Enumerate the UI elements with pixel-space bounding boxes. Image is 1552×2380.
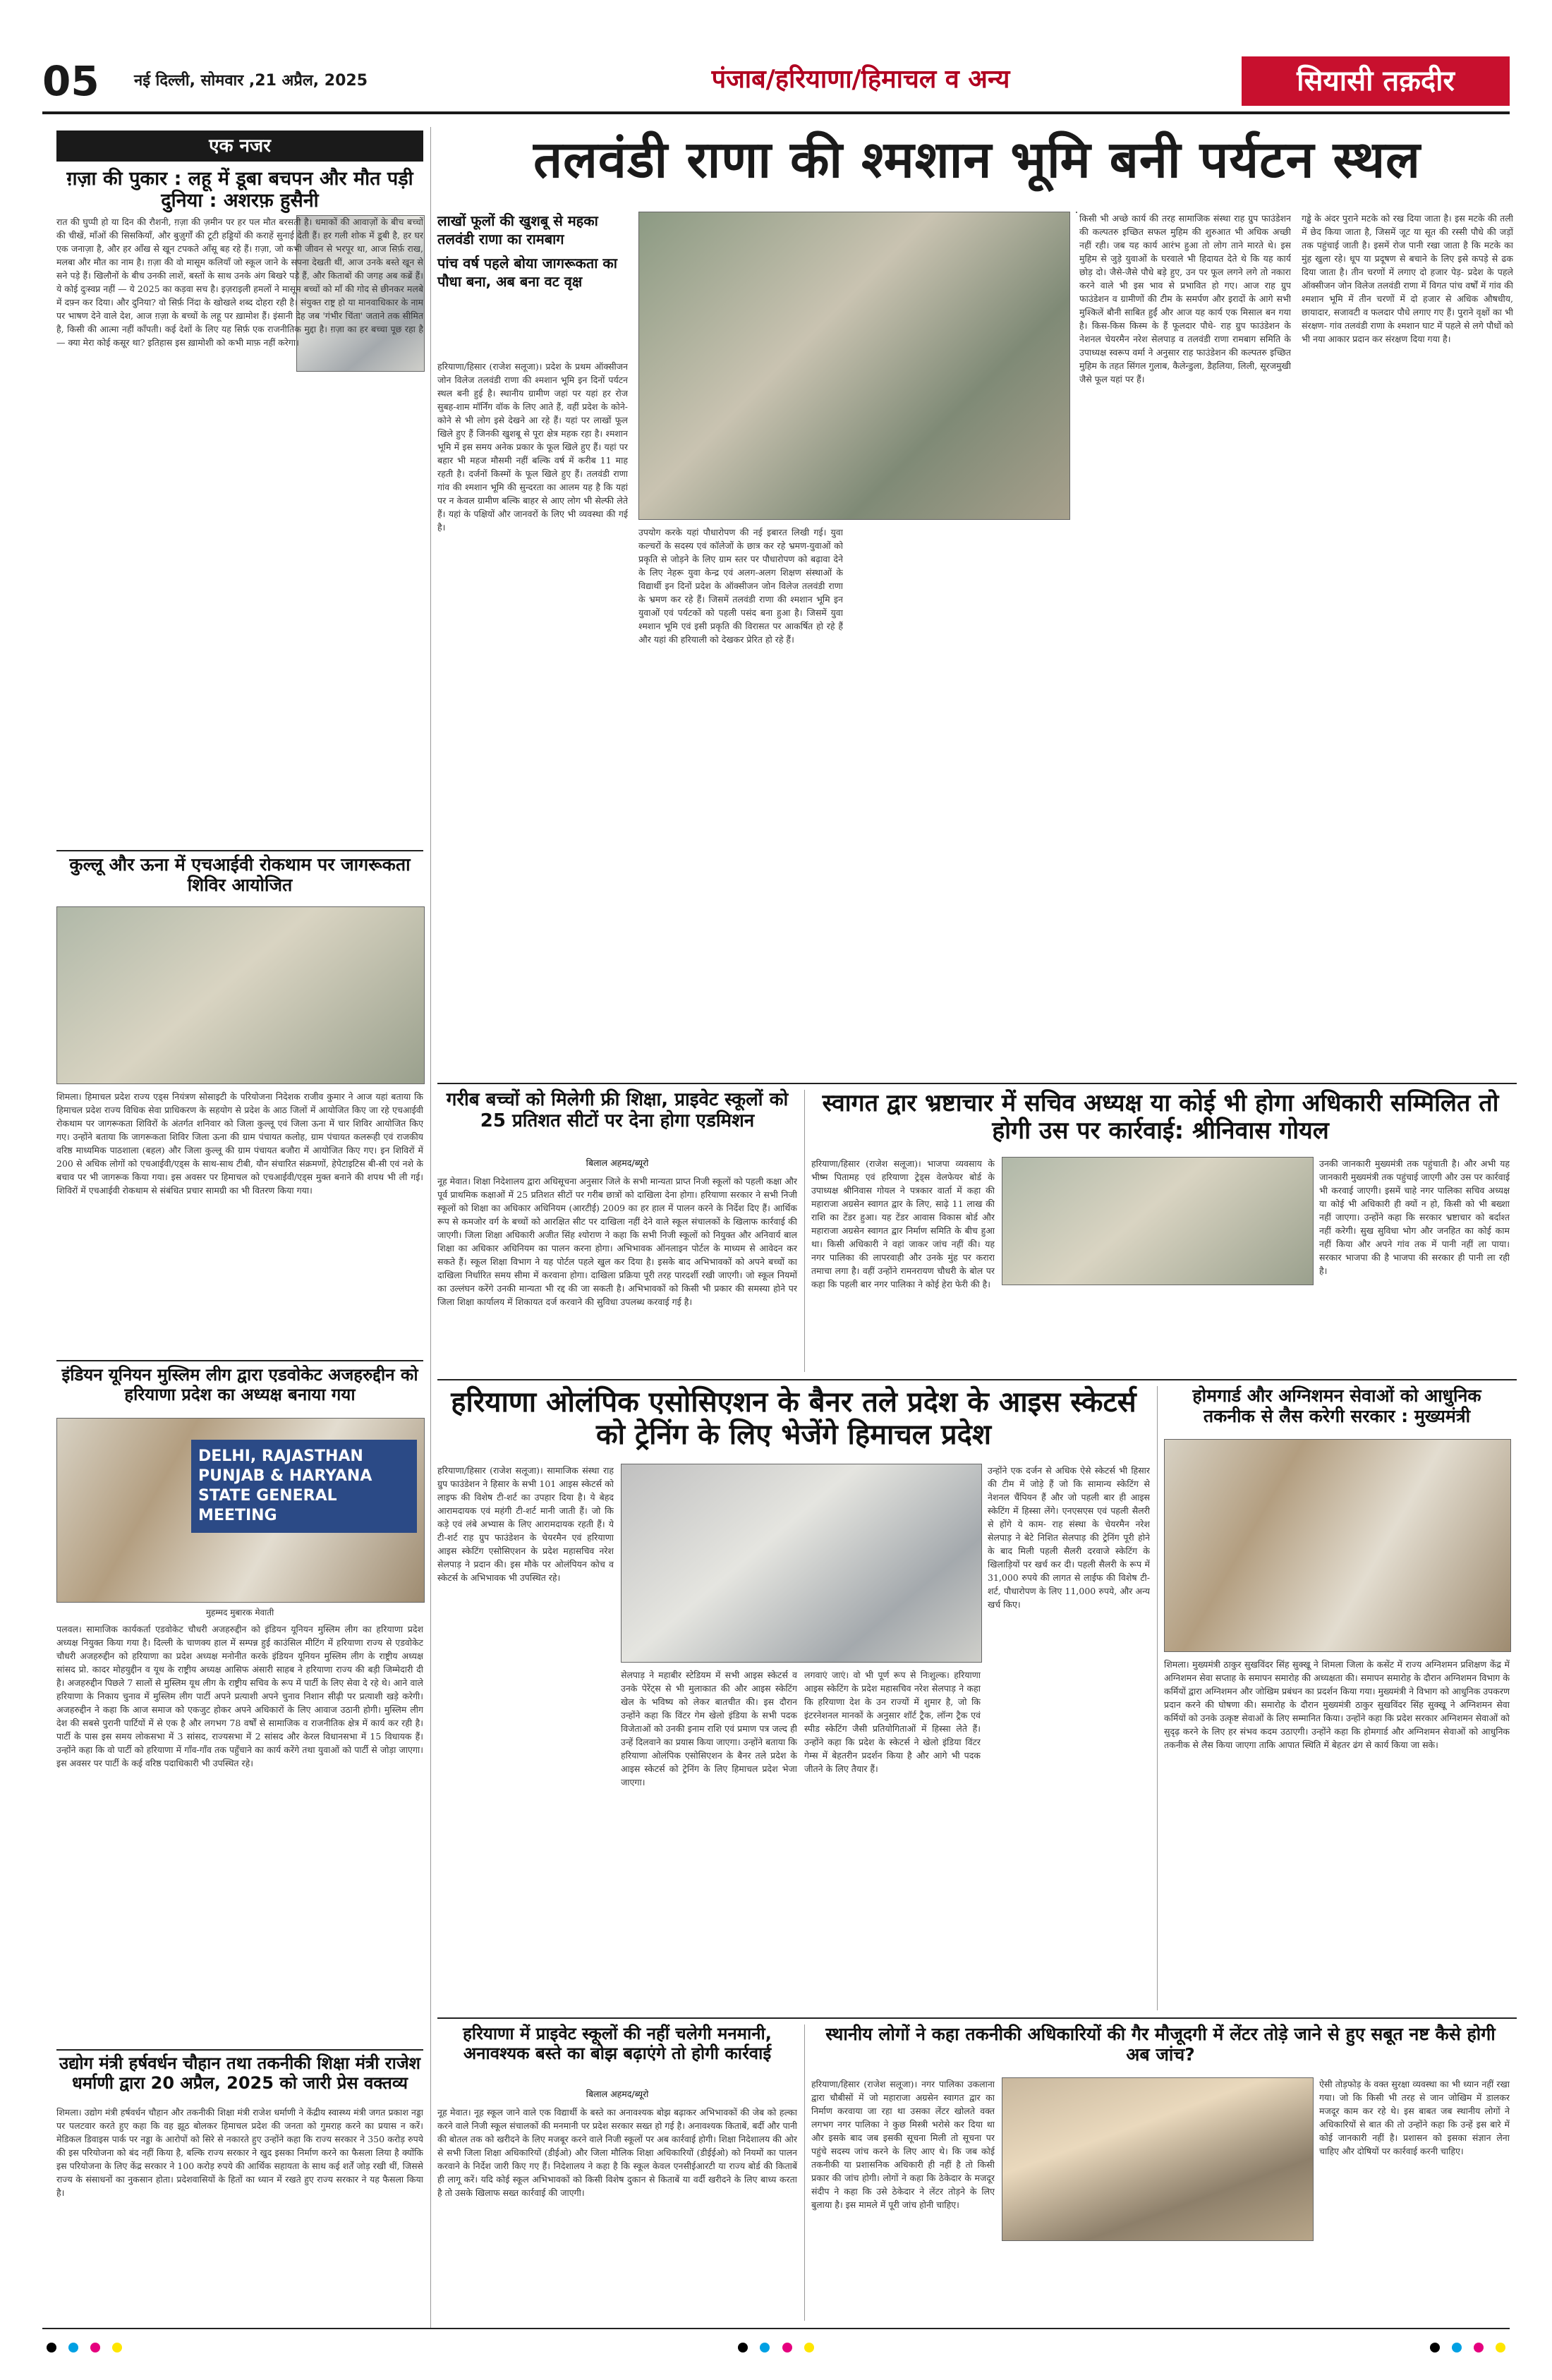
olympic-col3: लगवाएं जाएं। वो भी पूर्ण रूप से निःशुल्क। हरियाणा आइस स्केटिंग के प्रदेश महासचिव नरेश सेलपाड़ ने कहा कि हरियाणा देश के उन राज्यों में शुमार है, जो कि इंटरनेशनल मानकों के अनुसार शॉर्ट ट्रैक, लॉन्ग ट्रैक एवं स्पीड स्केटिंग जैसी प्रतियोगिताओं में हिस्सा लेते हैं। उन्होंने कहा कि प्रदेश के स्केटर्स ने खेलो इंडिया विंटर गेम्स में बेहतरीन प्रदर्शन किया है और आगे भी पदक जीतने के लिए तैयार हैं।	[804, 1670, 981, 1774]
divider-udyog	[56, 2049, 423, 2051]
registration-dot-cyan-2	[760, 2343, 770, 2352]
kullu-photo	[56, 906, 425, 1084]
page-header	[42, 56, 1510, 106]
registration-dot-cyan-3	[1452, 2343, 1462, 2352]
bullet-1: लाखों फूलों की खुशबू से महका तलवंडी राणा का रामबाग	[437, 212, 598, 248]
iuml-headline: इंडियन यूनियन मुस्लिम लीग द्वारा एडवोकेट अजहरुद्दीन को हरियाणा प्रदेश का अध्यक्ष बनाया गया	[61, 1365, 418, 1404]
registration-dot-magenta-2	[782, 2343, 792, 2352]
kullu-headline: कुल्लू और ऊना में एचआईवी रोकथाम पर जागरूकता शिविर आयोजित	[69, 854, 411, 895]
col-separator	[430, 127, 431, 2328]
footer-rule	[42, 2328, 1510, 2329]
sthaniya-photo	[1002, 2077, 1314, 2241]
iuml-photo	[56, 1418, 425, 1603]
talwandi-col1: हरियाणा/हिसार (राजेश सलूजा)। प्रदेश के प्रथम ऑक्सीजन जोन विलेज तलवंडी राणा की श्मशान भूमि इन दिनों पर्यटन स्थल बनी हुई है। स्थानीय ग्रामीण जहां पर यहां हर रोज सुबह-शाम मॉर्निंग वॉक के लिए आते हैं, वहीं प्रदेश के कोने-कोने से भी लोग इसे देखने आ रहे हैं। यहां पर लाखों फूल खिले हुए हैं जिनकी खुशबू से पूरा क्षेत्र महक रहा है। श्मशान भूमि में इस समय अनेक प्रकार के फूल खिले हुए हैं। यहां पर बहार भी महज मौसमी नहीं बल्कि वर्ष में करीब 11 माह रहती है। दर्जनों किस्मों के फूल खिले हुए हैं। तलवंडी राणा गांव की श्मशान भूमि की सुन्दरता का आलम यह है कि यहां पर न केवल ग्रामीण बल्कि बाहर से आए लोग भी सेल्फी लेते हैं। यहां के पक्षियों और जानवरों के लिए भी व्यवस्था की गई है।	[437, 361, 628, 533]
page-number: 05	[42, 57, 99, 105]
iuml-body: पलवल। सामाजिक कार्यकर्ता एडवोकेट चौधरी अजहरुद्दीन को इंडियन यूनियन मुस्लिम लीग का हरियाणा प्रदेश अध्यक्ष नियुक्त किया गया है। दिल्ली के चाणक्य हाल में सम्पन्न हुई काउंसिल मीटिंग में हरियाणा राज्य से एडवोकेट चौधरी अजहरुद्दीन को हरियाणा का प्रदेश अध्यक्ष मनोनीत करके इंडियन यूनियन मुस्लिम लीग के राष्ट्रीय अध्यक्ष सांसद प्रो. कादर मोहयुद्दीन व यूथ के राष्ट्रीय अध्यक्ष आसिफ अंसारी साहब ने हरियाणा राज्य की बड़ी जिम्मेदारी दी है। अजहरुद्दीन पिछले 7 सालों से मुस्लिम यूथ लीग के राष्ट्रीय सचिव के रूप में पार्टी के लिए सेवा दे रहे थे। आने वाले हरियाणा के निकाय चुनाव में मुस्लिम लीग पार्टी अपने प्रत्याशी अपने चुनाव निशान सीढ़ी पर प्रत्याशी खड़े करेगी। अजहरुद्दीन ने कहा कि आज समाज को एकजुट होकर अपने अधिकारों के लिए आवाज उठानी होगी। मुस्लिम लीग देश की सबसे पुरानी पार्टियों में से एक है और लगभग 78 वर्षों से सामाजिक व राजनीतिक क्षेत्र में कार्य कर रही है। पार्टी के पास इस समय लोकसभा में 3 सांसद, राज्यसभा में 2 सांसद और केरल विधानसभा में 15 विधायक हैं। उन्होंने कहा कि वो पार्टी को हरियाणा में गाँव-गाँव तक पहुँचाने का कार्य करेंगे तथा युवाओं को पार्टी से जोड़ा जाएगा। इस अवसर पर पार्टी के कई वरिष्ठ पदाधिकारी भी उपस्थित रहे।	[56, 1624, 423, 1768]
registration-dot-magenta-3	[1474, 2343, 1484, 2352]
ek-nazar-label: एक नजर	[56, 130, 423, 162]
udyog-body: शिमला। उद्योग मंत्री हर्षवर्धन चौहान और तकनीकी शिक्षा मंत्री राजेश धर्माणी ने केंद्रीय स्वास्थ्य मंत्री जगत प्रकाश नड्डा पर पलटवार करते हुए कहा कि वह झूठ बोलकर हिमाचल प्रदेश की जनता को गुमराह करने का प्रयास न करें। मेडिकल डिवाइस पार्क पर नड्डा के आरोपों को सिरे से नकारते हुए उन्होंने कहा कि राज्य सरकार ने 350 करोड़ रुपये की इस परियोजना को बंद नहीं किया है, बल्कि राज्य सरकार ने खुद इसका निर्माण करने का फैसला लिया है क्योंकि इस परियोजना के लिए केंद्र सरकार ने 100 करोड़ रुपये की आर्थिक सहायता के साथ कई शर्तें जोड़ रखी थीं, जिससे राज्य के संसाधनों का नुकसान होता। प्रदेशवासियों के हितों का ध्यान में रखते हुए राज्य सरकार ने यह फैसला किया है।	[56, 2107, 423, 2198]
date-line: नई दिल्ली, सोमवार ,21 अप्रैल, 2025	[134, 72, 368, 90]
talwandi-bullets	[437, 212, 628, 291]
swagat-headline: स्वागत द्वार भ्रष्टाचार में सचिव अध्यक्ष या कोई भी होगा अधिकारी सम्मिलित तो होगी उस पर कार्रवाई: श्रीनिवास गोयल	[822, 1089, 1499, 1146]
garib-body: नूह मेवात। शिक्षा निदेशालय द्वारा अधिसूचना अनुसार जिले के सभी मान्यता प्राप्त निजी स्कूलों को पहली कक्षा और पूर्व प्राथमिक कक्षाओं में 25 प्रतिशत सीटों पर गरीब छात्रों को दाखिला देना होगा। हरियाणा सरकार ने सभी निजी स्कूलों को शिक्षा का अधिकार अधिनियम (आरटीई) 2009 का हर हाल में पालन करने के निर्देश दिए हैं। आर्थिक रूप से कमजोर वर्ग के बच्चों को आरक्षित सीट पर दाखिला नहीं देने वाले स्कूल संचालकों के खिलाफ कार्रवाई की जाएगी। जिला शिक्षा अधिकारी अजीत सिंह श्योराण ने कहा कि सभी निजी स्कूलों को नियुक्त और अनिवार्य बाल शिक्षा का अधिकार अधिनियम का पालन करना होगा। अभिभावक ऑनलाइन पोर्टल के माध्यम से आवेदन कर सकते हैं। स्कूल शिक्षा विभाग ने यह पोर्टल पहले खुल कर दिया है। इसके बाद अभिभावकों को अपने बच्चों का दाखिला निर्धारित समय सीमा में करवाना होगा। दाखिला प्रक्रिया पूरी तरह पारदर्शी रखी जाएगी। जो स्कूल नियमों का उल्लंघन करेंगे उनकी मान्यता भी रद्द की जा सकती है। अभिभावकों को किसी भी प्रकार की समस्या होने पर जिला शिक्षा कार्यालय में शिकायत दर्ज करवाने की सुविधा उपलब्ध करवाई गई है।	[437, 1176, 797, 1307]
olympic-headline: हरियाणा ओलंपिक एसोसिएशन के बैनर तले प्रदेश के आइस स्केटर्स को ट्रेनिंग के लिए भेजेंगे हिमाचल प्रदेश	[451, 1386, 1136, 1451]
udyog-headline: उद्योग मंत्री हर्षवर्धन चौहान तथा तकनीकी शिक्षा मंत्री राजेश धर्माणी द्वारा 20 अप्रैल, 2025 को जारी प्रेस वक्तव्य	[59, 2053, 420, 2093]
col-separator-4	[804, 2024, 805, 2321]
sthaniya-body: हरियाणा/हिसार (राजेश सलूजा)। नगर पालिका उकलाना द्वारा चौबीसों में जो महाराजा अग्रसेन स्वागत द्वार का निर्माण करवाया जा रहा था उसका लेंटर खोलते वक्त लगभग नगर पालिका ने कुछ मिस्त्री भरोसे कर दिया था और इसके बाद जब इसकी सूचना मिली तो सूचना पर पहुंचे सदस्य जांच करने के लिए आए थे। कि जब कोई तकनीकी या प्रशासनिक अधिकारी ही नहीं है तो किसी प्रकार की जांच होगी। लोगों ने कहा कि ठेकेदार के मजदूर संदीप ने कहा कि उसे ठेकेदार ने लेंटर तोड़ने के लिए बुलाया है। इस मामले में पूरी जांच होनी चाहिए।	[811, 2079, 995, 2210]
private-school-byline: बिलाल अहमद/ब्यूरो	[586, 2089, 649, 2099]
color-registration-center	[670, 2342, 882, 2355]
registration-dot-black-3	[1430, 2343, 1440, 2352]
olympic-col1: हरियाणा/हिसार (राजेश सलूजा)। सामाजिक संस्था राह ग्रुप फाउंडेशन ने हिसार के सभी 101 आइस स्केटर्स को लाइफ की विशेष टी-शर्ट का उपहार दिया है। ये बेहद आरामदायक एवं महंगी टी-शर्ट मानी जाती हैं। जो कि कड़े एवं लंबे अभ्यास के लिए आरामदायक रहती हैं। ये टी-शर्ट राह ग्रुप फाउंडेशन के चेयरमैन एवं हरियाणा आइस स्केटिंग एसोसिएशन के प्रदेश महासचिव नरेश सेलपाड़ ने प्रदान की। इस मौके पर ओलंपियन कोच व स्केटर्स के अभिभावक भी उपस्थित रहे।	[437, 1465, 614, 1583]
olympic-photo	[621, 1464, 982, 1663]
divider-kullu	[56, 850, 423, 851]
registration-dot-yellow	[112, 2343, 122, 2352]
talwandi-col5: गड्ढे के अंदर पुराने मटके को रख दिया जाता है। इस मटके की तली में छेद किया जाता है, जिसमें जूट या सूत की रस्सी पौधे की जड़ों तक पहुंचाई जाती है। इसमें रोज पानी रखा जाता है कि मटके का मुंह खुला रहे। धूप या प्रदूषण से बचाने के लिए इसे कपड़े से ढक दिया जाता है। तीन चरणों में लगाए दो हजार पेड़- प्रदेश के पहले ऑक्सीजन जोन विलेज तलवंडी राणा में विगत पांच वर्षों में गांव की श्मशान भूमि में तीन चरणों में दो हजार से अधिक औषधीय, छायादार, सजावटी व फलदार पौधे लगाए गए हैं। पुराने वृक्षों का भी संरक्षण- गांव तलवंडी राणा के श्मशान घाट में पहले से लगे पौधों को भी नया आकार प्रदान कर संरक्षण दिया गया है।	[1302, 213, 1513, 344]
col-separator-2	[804, 1090, 805, 1372]
registration-dot-black-2	[738, 2343, 748, 2352]
registration-dot-magenta	[90, 2343, 100, 2352]
garib-byline: बिलाल अहमद/ब्यूरो	[586, 1158, 649, 1168]
homeguard-headline: होमगार्ड और अग्निशमन सेवाओं को आधुनिक तकनीक से लैस करेगी सरकार : मुख्यमंत्री	[1192, 1385, 1481, 1426]
olympic-col2: सेलपाड़ ने महाबीर स्टेडियम में सभी आइस स्केटर्स व उनके पेरेंट्स से भी मुलाकात की और आइस स्केटिंग खेल के भविष्य को लेकर बातचीत की। इस दौरान उन्होंने कहा कि विंटर गेम खेलो इंडिया के सभी पदक विजेताओं को उनकी इनाम राशि एवं प्रमाण पत्र जल्द ही उन्हें दिलवाने का प्रयास किया जाएगा। उन्होंने बताया कि हरियाणा ओलंपिक एसोसिएशन के बैनर तले प्रदेश के आइस स्केटर्स को ट्रेनिंग के लिए हिमाचल प्रदेश भेजा जाएगा।	[621, 1670, 797, 1787]
section-title: पंजाब/हरियाणा/हिमाचल व अन्य	[711, 65, 1010, 94]
kullu-body: शिमला। हिमाचल प्रदेश राज्य एड्स नियंत्रण सोसाइटी के परियोजना निदेशक राजीव कुमार ने आज यहां बताया कि हिमाचल प्रदेश राज्य विधिक सेवा प्राधिकरण के सहयोग से प्रदेश के आठ जिलों में आयोजित किए जा रहे एचआईवी रोकथाम पर जागरूकता शिविरों के अंतर्गत शनिवार को जिला कुल्लू एवं जिला ऊना में चार शिविर आयोजित किए गए। उन्होंने बताया कि जागरूकता शिविर जिला ऊना की ग्राम पंचायत कलोह, ग्राम पंचायत कलरूही एवं राजकीय वरिष्ठ माध्यमिक पाठशाला (बहल) और जिला कुल्लू की ग्राम पंचायत बजौरा में आयोजित किए गए। इन शिविरों में 200 से अधिक लोगों को एचआईवी/एड्स के साथ-साथ टीबी, यौन संचारित संक्रमणों, हेपेटाइटिस बी-सी एवं नशे के बचाव पर भी जागरूक किया गया। इस अवसर पर हिमाचल को एचआईवी/एड्स मुक्त बनाने की शपथ भी ली गई। शिविरों में एचआईवी रोकथाम से संबंधित प्रचार सामग्री का भी वितरण किया गया।	[56, 1091, 423, 1196]
talwandi-photo-right	[1076, 212, 1077, 213]
divider-mid	[437, 1083, 1517, 1084]
homeguard-photo	[1164, 1439, 1511, 1652]
sthaniya-headline: स्थानीय लोगों ने कहा तकनीकी अधिकारियों की गैर मौजूदगी में लेंटर तोड़े जाने से हुए सबूत नष्ट कैसे होगी अब जांच?	[825, 2024, 1496, 2065]
registration-dot-yellow-3	[1496, 2343, 1505, 2352]
sthaniya-body-right: ऐसी तोड़फोड़ के वक्त सुरक्षा व्यवस्था का भी ध्यान नहीं रखा गया। जो कि किसी भी तरह से जान जोखिम में डालकर मजदूर काम कर रहे थे। इस बाबत जब स्थानीय लोगों ने अधिकारियों से बात की तो उन्होंने कहा कि उन्हें इस बारे में कोई जानकारी नहीं है। प्रशासन को इसका संज्ञान लेना चाहिए और दोषियों पर कार्रवाई करनी चाहिए।	[1319, 2079, 1510, 2156]
registration-dot-black	[47, 2343, 56, 2352]
swagat-body-right: उनकी जानकारी मुख्यमंत्री तक पहुंचाती है। और अभी यह जानकारी मुख्यमंत्री तक पहुंचाई जाएगी और उस पर कार्रवाई भी करवाई जाएगी। इसमें चाहे नगर पालिका सचिव अध्यक्ष या कोई भी अधिकारी ही क्यों न हो, किसी को भी बख्शा नहीं जाएगा। उन्होंने कहा कि सरकार भ्रष्टाचार को बर्दाश्त नहीं करेगी। सुख सुविधा भोग और जनहित का कोई काम नहीं किया और अपने गांव तक में पानी नहीं ला पाया। सरकार भाजपा की है भाजपा की सरकार ही पानी ला रही है।	[1319, 1158, 1510, 1276]
color-registration-left	[42, 2342, 254, 2355]
homeguard-body: शिमला। मुख्यमंत्री ठाकुर सुखविंदर सिंह सुक्खू ने शिमला जिला के कसेंट में राज्य अग्निशमन प्रशिक्षण केंद्र में अग्निशमन सेवा सप्ताह के समापन समारोह की अध्यक्षता की। समापन समारोह के दौरान अग्निशमन विभाग के कर्मियों द्वारा अग्निशमन और जोखिम प्रबंधन का प्रदर्शन किया गया। मुख्यमंत्री ने विभाग को आधुनिक उपकरण प्रदान करने की घोषणा की। समारोह के दौरान मुख्यमंत्री ठाकुर सुखविंदर सिंह सुक्खू ने अग्निशमन सेवा कर्मियों को उनके उत्कृष्ट सेवाओं के लिए सम्मानित किया। उन्होंने कहा कि प्रदेश सरकार अग्निशमन सेवाओं को सुदृढ़ करने के लिए हर संभव कदम उठाएगी। उन्होंने कहा कि होमगार्ड और अग्निशमन सेवाओं को आधुनिक तकनीक से लैस किया जाएगा ताकि आपात स्थिति में बेहतर ढंग से कार्य किया जा सके।	[1164, 1659, 1510, 1750]
divider-iuml	[56, 1360, 423, 1361]
talwandi-photo-left	[638, 212, 1070, 520]
talwandi-headline: तलवंडी राणा की श्मशान भूमि बनी पर्यटन स्थल	[533, 130, 1421, 189]
color-registration-right	[1298, 2342, 1510, 2355]
brand-name: सियासी तक़दीर	[1297, 65, 1455, 97]
private-school-body: नूह मेवात। नूह स्कूल जाने वाले एक विद्यार्थी के बस्ते का अनावश्यक बोझ बढ़ाकर अभिभावकों की जेब को हल्का करने वाले निजी स्कूल संचालकों की मनमानी पर प्रदेश सरकार सख्त हो गई है। अनावश्यक किताबें, बर्दी और पानी की बोतल तक को खरीदने के लिए मजबूर करने वाले निजी स्कूलों पर अब कार्रवाई होगी। शिक्षा निदेशालय की ओर से सभी जिला शिक्षा अधिकारियों (डीईओ) और जिला मौलिक शिक्षा अधिकारियों (डीईईओ) को नियमों का पालन करवाने के निर्देश जारी किए गए हैं। निदेशालय ने कहा है कि स्कूल केवल एनसीईआरटी या राज्य बोर्ड की किताबें ही लागू करें। यदि कोई स्कूल अभिभावकों को किसी विशेष दुकान से किताबें या वर्दी खरीदने के लिए बाध्य करता है तो उसके खिलाफ सख्त कार्रवाई की जाएगी।	[437, 2107, 797, 2198]
ek-nazar-body: रात की घुप्पी हो या दिन की रौशनी, ग़ज़ा की ज़मीन पर हर पल मौत बरसती है। धमाकों की आवाज़ों के बीच बच्चों की चीखें, माँओं की सिसकियाँ, और बुज़ुर्गों की टूटी हड्डियों की कराहें सुनाई देती हैं। हर गली शोक में डूबी है, हर घर एक जनाज़ा है, और हर आँख से खून टपकते आँसू बह रहे हैं। ग़ज़ा, जो कभी जीवन से भरपूर था, आज सिर्फ़ राख, मलबा और मौत का नाम है। ग़ज़ा की वो मासूम कलियाँ जो स्कूल जाने के सपना देखती थीं, आज उनके बस्ते खून से सने पड़े हैं। खिलौनों के बीच उनकी लाशें, बस्तों के साथ उनके अंग बिखरे पड़े हैं, और किताबों की जगह अब कब्रें हैं। ये कोई दुःस्वप्न नहीं — ये 2025 का कड़वा सच है। इज़राइली हमलों ने मासूम बच्चों को माँ की गोद से छीनकर मलबे में दफ़्न कर दिया। और दुनिया? वो सिर्फ़ निंदा के खोखले शब्द दोहरा रही है। संयुक्त राष्ट्र हो या मानवाधिकार के नाम पर भाषण देने वाले देश, आज ग़ज़ा के बच्चों के लहू पर ख़ामोश हैं। इंसानी देह जब 'गंभीर चिंता' जताने तक सीमित है, किसी की आत्मा नहीं काँपती। कई देशों के लिए यह सिर्फ़ एक राजनीतिक मुद्दा है। ग़ज़ा का हर बच्चा पूछ रहा है — क्या मेरा कोई कसूर था? इतिहास इस ख़ामोशी को कभी माफ़ नहीं करेगा।	[56, 217, 423, 348]
swagat-body-left: हरियाणा/हिसार (राजेश सलूजा)। भाजपा व्यवसाय के भीष्म पितामह एवं हरियाणा ट्रेड्स वेलफेयर बोर्ड के उपाध्यक्ष श्रीनिवास गोयल ने पत्रकार वार्ता में कहा की महाराजा अग्रसेन स्वागत द्वार के लिए, साढ़े 11 लाख की राशि का टेंडर हुआ। यह टेंडर आवास विकास बोर्ड और महाराजा अग्रसेन स्वागत द्वार निर्माण समिति के बीच हुआ था। किसी अधिकारी ने वहां जाकर जांच नहीं की। यह नगर पालिका की लापरवाही और उनके मुंह पर करारा तमाचा लगा है। वहीं उन्होंने रामनरायण चौधरी के बोल पर कहा कि पहली बार नगर पालिका ने कोई हेरा फेरी की है।	[811, 1158, 995, 1289]
header-rule	[42, 111, 1510, 114]
talwandi-col3: किसी भी अच्छे कार्य की तरह सामाजिक संस्था राह ग्रुप फाउंडेशन की कल्पतरु इच्छित सफल मुहिम की शुरुआत भी अधिक अच्छी नहीं रही। जब यह कार्य आरंभ हुआ तो लोग ताने मारते थे। इस मुहिम से जुड़े युवाओं के घरवाले भी हिदायत देते थे कि यह कार्य छोड़ दो। जैसे-जैसे पौधे बड़े हुए, उन पर फूल लगने लगे तो नकारा करने वाले भी इस भाव से प्रभावित हो गए। आज राह ग्रुप फाउंडेशन व ग्रामीणों की टीम के समर्पण और इरादों के आगे सभी मुश्किलें बौनी साबित हुईं और आज यह कार्य एक मिसाल बन गया है। किस-किस किस्म के हैं फूलदार पौधे- राह ग्रुप फाउंडेशन के नेशनल चेयरमैन नरेश सेलपाड़ व तलवंडी राणा रामबाग समिति के उपाध्यक्ष स्वरूप वर्मा ने अनुसार राह फाउंडेशन की कल्पतरु इच्छित मुहिम के तहत सिंगल गुलाब, कैलेन्डुला, डैहलिया, लिली, सूरजमुखी जैसे फूल यहां पर हैं।	[1079, 213, 1291, 384]
brand-box	[1242, 56, 1510, 106]
col-separator-3	[1157, 1386, 1158, 2010]
divider-bottom	[437, 2017, 1517, 2019]
swagat-photo	[1002, 1157, 1314, 1285]
olympic-col4: उन्होंने एक दर्जन से अधिक ऐसे स्केटर्स भी हिसार की टीम में जोड़े हैं जो कि सामान्य स्केटिंग से नेशनल चैंपियन हैं और जो पहली बार ही आइस स्केटिंग में हिस्सा लेंगे। एनएसएस एवं पहली सैलरी से होंगे ये काम- राह संस्था के चेयरमैन नरेश सेलपाड़ ने बेटे निशित सेलपाड़ की ट्रेनिंग पूरी होने के बाद मिली पहली सैलरी दरवाजे स्केटिंग के खिलाड़ियों पर खर्च कर दी। पहली सैलरी के रूप में 31,000 रुपये की लागत से लाईफ की विशेष टी-शर्ट, पौधारोपण के लिए 11,000 रुपये, और अन्य खर्च किए।	[988, 1465, 1150, 1610]
ek-nazar-headline: ग़ज़ा की पुकार : लहू में डूबा बचपन और मौत पड़ी दुनिया : अशरफ़ हुसैनी	[66, 168, 413, 212]
registration-dot-yellow-2	[804, 2343, 814, 2352]
iuml-banner: DELHI, RAJASTHAN PUNJAB & HARYANA STATE GENERAL MEETING	[191, 1440, 417, 1533]
divider-olympic	[437, 1379, 1517, 1380]
garib-headline: गरीब बच्चों को मिलेगी फ्री शिक्षा, प्राइवेट स्कूलों को 25 प्रतिशत सीटों पर देना होगा एडमिशन	[446, 1089, 789, 1131]
registration-dot-cyan	[68, 2343, 78, 2352]
iuml-caption: मुहम्मद मुबारक मेवाती	[205, 1608, 274, 1617]
talwandi-col2: उपयोग करके यहां पौधारोपण की नई इबारत लिखी गई। युवा कल्चरों के सदस्य एवं कॉलेजों के छात्र कर रहे भ्रमण-युवाओं को प्रकृति से जोड़ने के लिए ग्राम स्तर पर पौधारोपण को बढ़ावा देने के लिए नेहरू युवा केन्द्र एवं अलग-अलग शिक्षण संस्थाओं के विद्यार्थी इन दिनों प्रदेश के ऑक्सीजन जोन विलेज तलवंडी राणा के भ्रमण कर रहे हैं। जिसमें तलवंडी राणा की श्मशान भूमि इन युवाओं एवं पर्यटकों को पहली पसंद बना हुआ है। जिसमें युवा श्मशान भूमि एवं इसी प्रकृति की विरासत पर आकर्षित हो रहे हैं और यहां की हरियाली को देखकर प्रेरित हो रहे हैं।	[638, 527, 843, 645]
bullet-2: पांच वर्ष पहले बोया जागरूकता का पौधा बना, अब बना वट वृक्ष	[437, 255, 617, 290]
talwandi-col2b	[854, 526, 1069, 1076]
private-school-headline: हरियाणा में प्राइवेट स्कूलों की नहीं चलेगी मनमानी, अनावश्यक बस्ते का बोझ बढ़ाएंगे तो होगी कार्रवाई	[463, 2024, 772, 2063]
